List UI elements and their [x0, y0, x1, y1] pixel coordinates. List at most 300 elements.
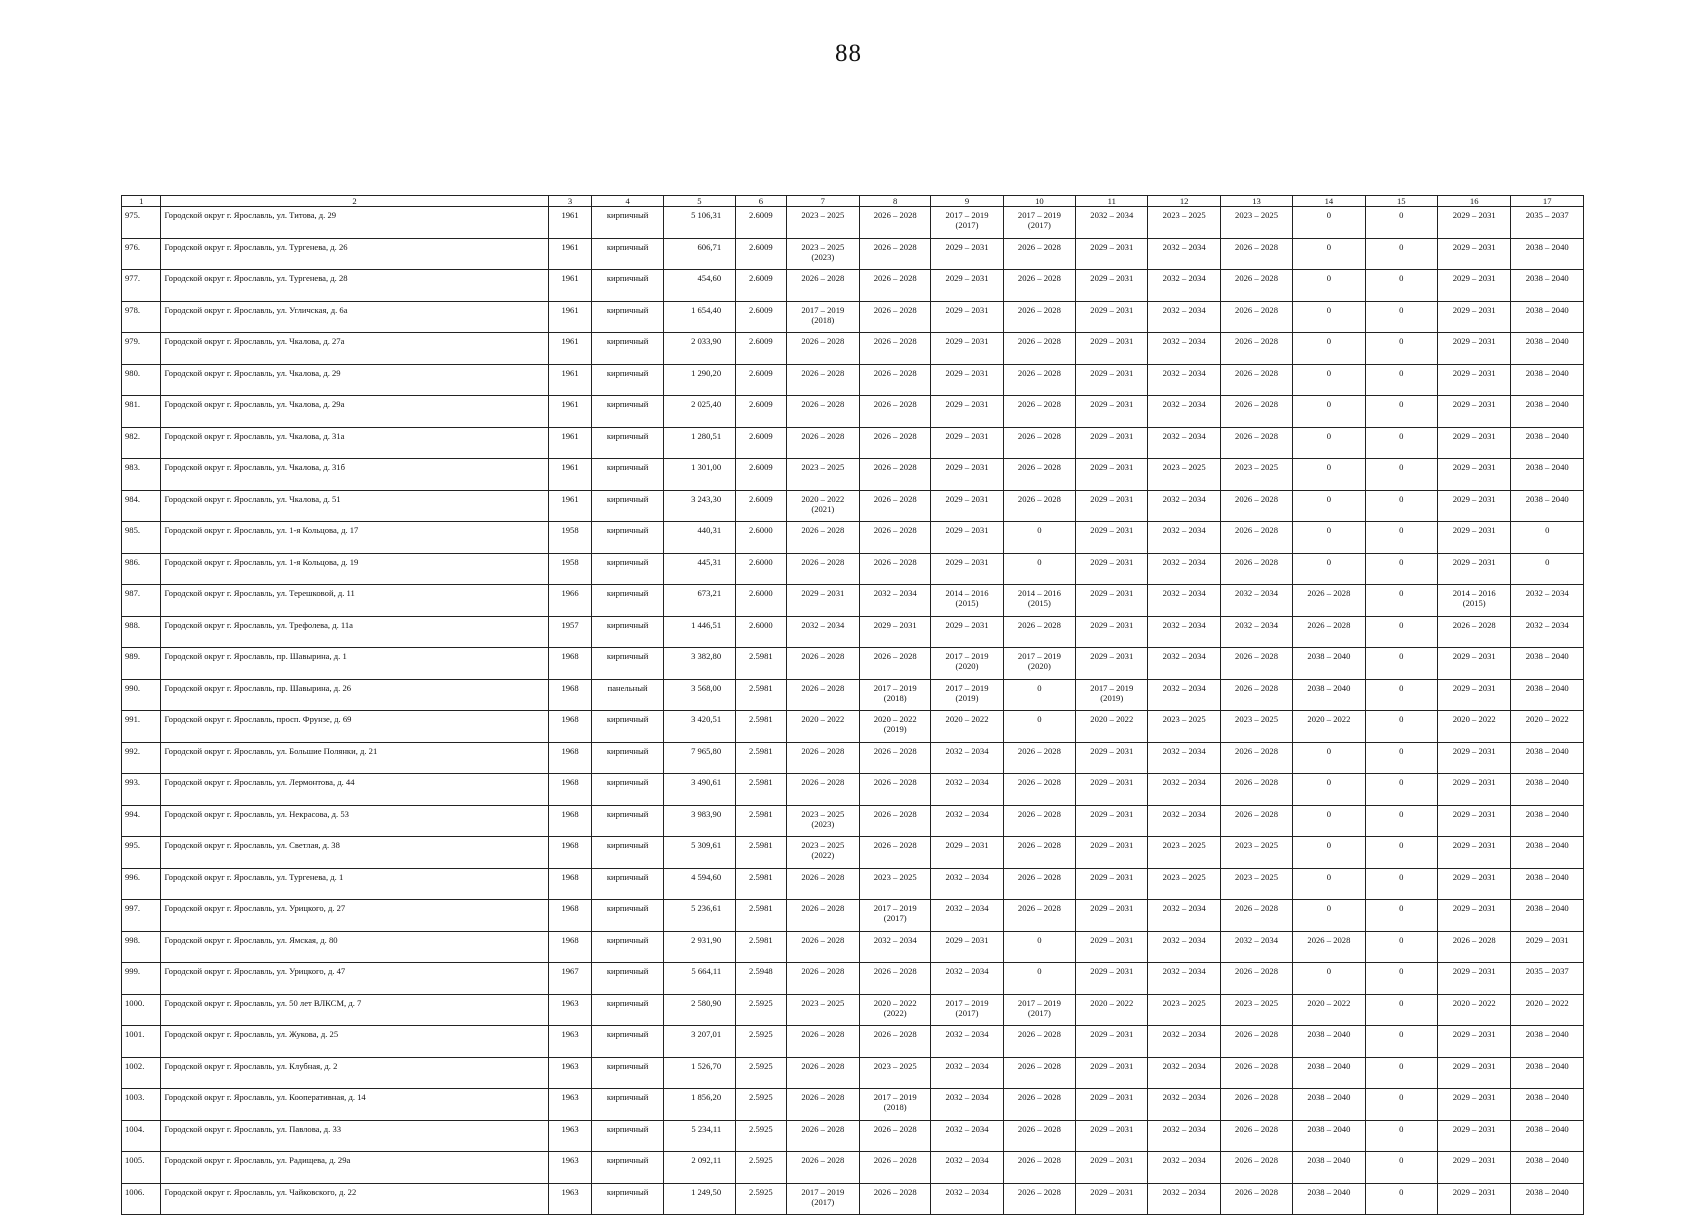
table-cell: 2026 – 2028 — [860, 1120, 931, 1152]
table-cell: 995. — [122, 837, 161, 869]
table-cell: кирпичный — [592, 1152, 663, 1184]
table-cell: 1968 — [548, 805, 592, 837]
table-cell: Городской округ г. Ярославль, ул. Кооперативная, д. 14 — [161, 1089, 548, 1121]
table-cell: 0 — [1365, 427, 1437, 459]
table-cell: 0 — [1293, 837, 1365, 869]
table-cell: 2017 – 2019 (2018) — [786, 301, 859, 333]
table-cell: 2026 – 2028 — [786, 1120, 859, 1152]
table-cell: Городской округ г. Ярославль, ул. Чкалова, д. 29 — [161, 364, 548, 396]
table-cell: 2020 – 2022 — [1437, 711, 1510, 743]
table-cell: 2026 – 2028 — [860, 1152, 931, 1184]
table-cell: 2029 – 2031 — [1437, 490, 1510, 522]
table-cell: 2029 – 2031 — [931, 490, 1003, 522]
table-cell: 0 — [1365, 648, 1437, 680]
table-cell: 2026 – 2028 — [1220, 774, 1292, 806]
table-row — [122, 459, 1584, 491]
table-cell: 0 — [1293, 364, 1365, 396]
table-cell: 2.5925 — [736, 994, 786, 1026]
table-cell: 2026 – 2028 — [1003, 742, 1075, 774]
table-cell: 2032 – 2034 — [931, 1026, 1003, 1058]
table-cell: 2038 – 2040 — [1293, 1089, 1365, 1121]
table-cell: Городской округ г. Ярославль, просп. Фрунзе, д. 69 — [161, 711, 548, 743]
table-cell: 2026 – 2028 — [786, 648, 859, 680]
table-cell: 1961 — [548, 238, 592, 270]
table-cell: 999. — [122, 963, 161, 995]
table-cell: 2026 – 2028 — [860, 774, 931, 806]
column-header: 12 — [1148, 196, 1220, 207]
table-cell: 2038 – 2040 — [1293, 1183, 1365, 1215]
table-cell: 0 — [1365, 585, 1437, 617]
table-cell: 2029 – 2031 — [931, 270, 1003, 302]
table-cell: 3 207,01 — [663, 1026, 735, 1058]
table-cell: 1 301,00 — [663, 459, 735, 491]
table-cell: Городской округ г. Ярославль, ул. Чкалова, д. 51 — [161, 490, 548, 522]
table-cell: 0 — [1003, 522, 1075, 554]
table-cell: Городской округ г. Ярославль, ул. Угличская, д. 6а — [161, 301, 548, 333]
table-cell: 2029 – 2031 — [931, 553, 1003, 585]
table-cell: 2038 – 2040 — [1293, 679, 1365, 711]
table-cell: 3 490,61 — [663, 774, 735, 806]
table-cell: 976. — [122, 238, 161, 270]
table-cell: 2.6009 — [736, 270, 786, 302]
table-cell: 1968 — [548, 679, 592, 711]
table-cell: 5 664,11 — [663, 963, 735, 995]
table-cell: 0 — [1365, 459, 1437, 491]
table-cell: 2029 – 2031 — [1076, 1152, 1148, 1184]
table-cell: 0 — [1293, 270, 1365, 302]
table-cell: 2029 – 2031 — [1437, 364, 1510, 396]
table-row — [122, 648, 1584, 680]
table-cell: 2032 – 2034 — [1148, 774, 1220, 806]
table-cell: кирпичный — [592, 742, 663, 774]
table-cell: 2029 – 2031 — [1437, 1026, 1510, 1058]
table-cell: 2032 – 2034 — [1148, 805, 1220, 837]
table-cell: 2026 – 2028 — [786, 427, 859, 459]
table-cell: 2032 – 2034 — [931, 1120, 1003, 1152]
table-cell: 2029 – 2031 — [931, 616, 1003, 648]
table-cell: 2.5925 — [736, 1120, 786, 1152]
table-cell: 2032 – 2034 — [1220, 616, 1292, 648]
table-cell: кирпичный — [592, 427, 663, 459]
table-cell: 988. — [122, 616, 161, 648]
table-cell: 2038 – 2040 — [1511, 1026, 1584, 1058]
table-cell: 2029 – 2031 — [1076, 1089, 1148, 1121]
table-cell: 2023 – 2025 — [786, 459, 859, 491]
table-cell: 0 — [1003, 963, 1075, 995]
table-cell: 2026 – 2028 — [1293, 585, 1365, 617]
table-cell: 2032 – 2034 — [1511, 585, 1584, 617]
table-cell: 2026 – 2028 — [1003, 301, 1075, 333]
table-cell: 1961 — [548, 364, 592, 396]
table-cell: 2026 – 2028 — [1003, 364, 1075, 396]
table-cell: 2026 – 2028 — [786, 963, 859, 995]
table-cell: Городской округ г. Ярославль, пр. Шавырина, д. 26 — [161, 679, 548, 711]
table-cell: 2026 – 2028 — [1003, 1057, 1075, 1089]
table-cell: 2020 – 2022 — [786, 711, 859, 743]
column-header: 13 — [1220, 196, 1292, 207]
table-cell: 2026 – 2028 — [860, 553, 931, 585]
table-row — [122, 585, 1584, 617]
table-cell: 985. — [122, 522, 161, 554]
table-cell: 2026 – 2028 — [860, 207, 931, 239]
table-cell: 2017 – 2019 (2017) — [860, 900, 931, 932]
table-cell: 978. — [122, 301, 161, 333]
table-cell: 2026 – 2028 — [1220, 333, 1292, 365]
table-cell: 1963 — [548, 994, 592, 1026]
table-cell: 0 — [1365, 1183, 1437, 1215]
table-cell: 2026 – 2028 — [1003, 490, 1075, 522]
table-cell: 2029 – 2031 — [1437, 1089, 1510, 1121]
table-cell: 454,60 — [663, 270, 735, 302]
table-cell: 2023 – 2025 — [1148, 459, 1220, 491]
table-cell: 2038 – 2040 — [1511, 364, 1584, 396]
table-cell: 2.6009 — [736, 207, 786, 239]
table-cell: 2029 – 2031 — [931, 837, 1003, 869]
table-cell: 0 — [1365, 1120, 1437, 1152]
table-cell: 2029 – 2031 — [1437, 427, 1510, 459]
table-cell: 2038 – 2040 — [1511, 490, 1584, 522]
table-cell: кирпичный — [592, 459, 663, 491]
table-cell: 2029 – 2031 — [1076, 1026, 1148, 1058]
table-cell: 2023 – 2025 — [786, 207, 859, 239]
table-cell: 1006. — [122, 1183, 161, 1215]
table-cell: Городской округ г. Ярославль, ул. Некрасова, д. 53 — [161, 805, 548, 837]
table-cell: 2026 – 2028 — [1220, 1120, 1292, 1152]
table-cell: 2026 – 2028 — [1220, 364, 1292, 396]
table-cell: 2020 – 2022 — [1511, 711, 1584, 743]
table-cell: 2.6009 — [736, 333, 786, 365]
table-cell: 2026 – 2028 — [1003, 1089, 1075, 1121]
table-cell: 2026 – 2028 — [786, 522, 859, 554]
table-cell: 2029 – 2031 — [1076, 364, 1148, 396]
column-header: 4 — [592, 196, 663, 207]
table-cell: 0 — [1365, 270, 1437, 302]
table-cell: 0 — [1365, 301, 1437, 333]
table-cell: 0 — [1365, 774, 1437, 806]
table-cell: 2026 – 2028 — [1003, 774, 1075, 806]
column-header: 8 — [860, 196, 931, 207]
table-cell: 996. — [122, 868, 161, 900]
table-cell: 2026 – 2028 — [860, 1183, 931, 1215]
table-cell: 993. — [122, 774, 161, 806]
table-cell: 2026 – 2028 — [1220, 1089, 1292, 1121]
table-cell: панельный — [592, 679, 663, 711]
column-header: 1 — [122, 196, 161, 207]
table-cell: Городской округ г. Ярославль, ул. Чкалова, д. 31б — [161, 459, 548, 491]
table-cell: 2026 – 2028 — [1003, 427, 1075, 459]
table-cell: 2026 – 2028 — [786, 931, 859, 963]
column-header: 10 — [1003, 196, 1075, 207]
table-cell: 2026 – 2028 — [1220, 301, 1292, 333]
table-cell: 2017 – 2019 (2017) — [931, 207, 1003, 239]
table-cell: 2.6000 — [736, 616, 786, 648]
table-cell: 1 280,51 — [663, 427, 735, 459]
table-row — [122, 837, 1584, 869]
table-cell: 2035 – 2037 — [1511, 207, 1584, 239]
table-cell: 2026 – 2028 — [1003, 396, 1075, 428]
table-cell: 2038 – 2040 — [1293, 1057, 1365, 1089]
table-cell: 2026 – 2028 — [860, 837, 931, 869]
table-cell: 2026 – 2028 — [786, 396, 859, 428]
table-row — [122, 238, 1584, 270]
table-cell: 2.5948 — [736, 963, 786, 995]
table-cell: 1961 — [548, 301, 592, 333]
table-cell: 2029 – 2031 — [1437, 301, 1510, 333]
table-cell: 2029 – 2031 — [1076, 238, 1148, 270]
table-cell: 0 — [1293, 774, 1365, 806]
table-cell: кирпичный — [592, 333, 663, 365]
table-cell: 2017 – 2019 (2018) — [860, 1089, 931, 1121]
table-cell: 1 249,50 — [663, 1183, 735, 1215]
table-cell: 0 — [1003, 931, 1075, 963]
table-cell: 2026 – 2028 — [860, 364, 931, 396]
table-cell: 2014 – 2016 (2015) — [1437, 585, 1510, 617]
table-cell: 997. — [122, 900, 161, 932]
table-cell: 0 — [1365, 868, 1437, 900]
table-cell: 2029 – 2031 — [931, 333, 1003, 365]
table-cell: 2029 – 2031 — [786, 585, 859, 617]
table-row — [122, 270, 1584, 302]
table-cell: кирпичный — [592, 396, 663, 428]
table-cell: 991. — [122, 711, 161, 743]
table-row — [122, 963, 1584, 995]
table-cell: 2038 – 2040 — [1511, 270, 1584, 302]
table-cell: 1968 — [548, 774, 592, 806]
table-cell: 2026 – 2028 — [1220, 900, 1292, 932]
column-header: 3 — [548, 196, 592, 207]
table-cell: 2017 – 2019 (2017) — [786, 1183, 859, 1215]
table-cell: 0 — [1365, 837, 1437, 869]
table-cell: 4 594,60 — [663, 868, 735, 900]
table-cell: 2029 – 2031 — [931, 364, 1003, 396]
table-cell: 2032 – 2034 — [1148, 1152, 1220, 1184]
table-cell: 3 382,80 — [663, 648, 735, 680]
table-cell: 2029 – 2031 — [1511, 931, 1584, 963]
table-cell: 2029 – 2031 — [1076, 1183, 1148, 1215]
table-cell: 2032 – 2034 — [1148, 900, 1220, 932]
table-cell: Городской округ г. Ярославль, пр. Шавырина, д. 1 — [161, 648, 548, 680]
table-row — [122, 679, 1584, 711]
table-cell: 989. — [122, 648, 161, 680]
table-cell: 2032 – 2034 — [1148, 364, 1220, 396]
table-cell: 0 — [1365, 490, 1437, 522]
table-cell: кирпичный — [592, 301, 663, 333]
table-cell: 2029 – 2031 — [1437, 1152, 1510, 1184]
table-cell: 440,31 — [663, 522, 735, 554]
table-cell: 0 — [1365, 931, 1437, 963]
table-cell: 0 — [1293, 553, 1365, 585]
table-cell: 986. — [122, 553, 161, 585]
table-row — [122, 553, 1584, 585]
table-cell: 2026 – 2028 — [860, 459, 931, 491]
table-cell: 2026 – 2028 — [1220, 1152, 1292, 1184]
table-cell: 2029 – 2031 — [1076, 900, 1148, 932]
table-cell: 1961 — [548, 396, 592, 428]
table-row — [122, 931, 1584, 963]
table-cell: 2023 – 2025 (2023) — [786, 238, 859, 270]
table-cell: 1961 — [548, 427, 592, 459]
table-cell: 2026 – 2028 — [1220, 648, 1292, 680]
table-cell: 2038 – 2040 — [1293, 1152, 1365, 1184]
table-cell: 2026 – 2028 — [1003, 238, 1075, 270]
table-cell: 2029 – 2031 — [1437, 1120, 1510, 1152]
table-cell: 2032 – 2034 — [1148, 679, 1220, 711]
table-cell: 2038 – 2040 — [1511, 742, 1584, 774]
table-cell: 983. — [122, 459, 161, 491]
table-cell: 2.5981 — [736, 648, 786, 680]
table-cell: 0 — [1293, 333, 1365, 365]
table-cell: 994. — [122, 805, 161, 837]
table-cell: 0 — [1511, 553, 1584, 585]
table-cell: 2029 – 2031 — [1076, 742, 1148, 774]
table-cell: Городской округ г. Ярославль, ул. Чкалова, д. 27а — [161, 333, 548, 365]
table-cell: 2038 – 2040 — [1511, 1089, 1584, 1121]
table-cell: Городской округ г. Ярославль, ул. Чайковского, д. 22 — [161, 1183, 548, 1215]
table-cell: 0 — [1293, 490, 1365, 522]
table-cell: кирпичный — [592, 648, 663, 680]
table-cell: 1968 — [548, 711, 592, 743]
table-cell: 2.5981 — [736, 900, 786, 932]
table-cell: 1002. — [122, 1057, 161, 1089]
table-cell: 2038 – 2040 — [1511, 1183, 1584, 1215]
table-cell: 2026 – 2028 — [1003, 1152, 1075, 1184]
table-cell: 2 033,90 — [663, 333, 735, 365]
table-cell: кирпичный — [592, 270, 663, 302]
table-cell: 2026 – 2028 — [1003, 1120, 1075, 1152]
table-cell: 2.6009 — [736, 490, 786, 522]
table-cell: 2026 – 2028 — [1003, 333, 1075, 365]
table-cell: 1004. — [122, 1120, 161, 1152]
table-cell: кирпичный — [592, 1089, 663, 1121]
table-cell: кирпичный — [592, 868, 663, 900]
table-cell: 2026 – 2028 — [1003, 868, 1075, 900]
table-cell: 2032 – 2034 — [1148, 931, 1220, 963]
table-cell: 2017 – 2019 (2017) — [1003, 994, 1075, 1026]
table-cell: 2.6009 — [736, 396, 786, 428]
table-body — [122, 207, 1584, 1215]
table-cell: 0 — [1365, 333, 1437, 365]
table-row — [122, 1089, 1584, 1121]
table-cell: 2 092,11 — [663, 1152, 735, 1184]
table-cell: 1968 — [548, 742, 592, 774]
table-cell: 2038 – 2040 — [1511, 333, 1584, 365]
table-row — [122, 1183, 1584, 1215]
table-cell: 2.6009 — [736, 459, 786, 491]
table-cell: 2020 – 2022 — [1437, 994, 1510, 1026]
table-cell: 982. — [122, 427, 161, 459]
table-cell: 2026 – 2028 — [1220, 238, 1292, 270]
table-cell: 2.6009 — [736, 427, 786, 459]
housing-table-container — [121, 195, 1584, 1215]
table-cell: 0 — [1293, 459, 1365, 491]
table-cell: 1963 — [548, 1152, 592, 1184]
table-cell: 2026 – 2028 — [786, 364, 859, 396]
table-cell: 2032 – 2034 — [931, 1152, 1003, 1184]
page-number: 88 — [835, 40, 862, 67]
table-cell: 2038 – 2040 — [1511, 1152, 1584, 1184]
table-cell: 2038 – 2040 — [1293, 1026, 1365, 1058]
table-cell: 1968 — [548, 648, 592, 680]
housing-table — [121, 195, 1584, 1215]
table-cell: 2023 – 2025 — [1220, 837, 1292, 869]
table-cell: Городской округ г. Ярославль, ул. Терешковой, д. 11 — [161, 585, 548, 617]
table-cell: Городской округ г. Ярославль, ул. 50 лет ВЛКСМ, д. 7 — [161, 994, 548, 1026]
table-cell: кирпичный — [592, 553, 663, 585]
table-cell: 2026 – 2028 — [1003, 1026, 1075, 1058]
table-cell: 2032 – 2034 — [1148, 553, 1220, 585]
table-cell: 2032 – 2034 — [1148, 1183, 1220, 1215]
table-cell: кирпичный — [592, 238, 663, 270]
table-cell: 2023 – 2025 — [860, 868, 931, 900]
table-cell: кирпичный — [592, 931, 663, 963]
table-cell: Городской округ г. Ярославль, ул. Урицкого, д. 47 — [161, 963, 548, 995]
table-cell: кирпичный — [592, 900, 663, 932]
table-cell: 2029 – 2031 — [1076, 616, 1148, 648]
table-cell: 2017 – 2019 (2017) — [931, 994, 1003, 1026]
column-header: 2 — [161, 196, 548, 207]
table-cell: 1 526,70 — [663, 1057, 735, 1089]
table-cell: 1967 — [548, 963, 592, 995]
table-cell: 2.5925 — [736, 1026, 786, 1058]
table-cell: 2038 – 2040 — [1293, 648, 1365, 680]
table-cell: 2029 – 2031 — [1437, 900, 1510, 932]
table-cell: 0 — [1293, 238, 1365, 270]
table-cell: 1963 — [548, 1057, 592, 1089]
table-cell: 2032 – 2034 — [1148, 616, 1220, 648]
table-cell: 2029 – 2031 — [931, 522, 1003, 554]
table-cell: 2.5925 — [736, 1183, 786, 1215]
table-cell: 2026 – 2028 — [860, 742, 931, 774]
table-cell: 2029 – 2031 — [1076, 963, 1148, 995]
table-cell: 2032 – 2034 — [931, 1089, 1003, 1121]
table-cell: 2038 – 2040 — [1511, 1057, 1584, 1089]
table-cell: кирпичный — [592, 711, 663, 743]
table-cell: кирпичный — [592, 616, 663, 648]
table-cell: 1 290,20 — [663, 364, 735, 396]
table-cell: 2029 – 2031 — [1076, 837, 1148, 869]
table-cell: 2032 – 2034 — [1076, 207, 1148, 239]
table-cell: 2023 – 2025 — [1148, 207, 1220, 239]
table-cell: 2023 – 2025 (2022) — [786, 837, 859, 869]
table-cell: 2 580,90 — [663, 994, 735, 1026]
table-cell: Городской округ г. Ярославль, ул. 1-я Кольцова, д. 17 — [161, 522, 548, 554]
table-cell: Городской округ г. Ярославль, ул. Тургенева, д. 1 — [161, 868, 548, 900]
table-cell: 1963 — [548, 1089, 592, 1121]
table-cell: 2038 – 2040 — [1511, 238, 1584, 270]
table-cell: 0 — [1293, 900, 1365, 932]
table-cell: 2020 – 2022 (2021) — [786, 490, 859, 522]
table-cell: 2.5981 — [736, 837, 786, 869]
table-cell: 2029 – 2031 — [1437, 837, 1510, 869]
table-cell: 979. — [122, 333, 161, 365]
table-cell: 1963 — [548, 1026, 592, 1058]
table-cell: 2023 – 2025 — [1148, 994, 1220, 1026]
table-cell: 2029 – 2031 — [931, 396, 1003, 428]
table-cell: кирпичный — [592, 522, 663, 554]
table-cell: 0 — [1365, 238, 1437, 270]
table-cell: 0 — [1365, 396, 1437, 428]
table-cell: 673,21 — [663, 585, 735, 617]
table-cell: кирпичный — [592, 1026, 663, 1058]
table-cell: 2020 – 2022 (2019) — [860, 711, 931, 743]
table-cell: 0 — [1365, 207, 1437, 239]
table-cell: 0 — [1365, 994, 1437, 1026]
table-cell: кирпичный — [592, 585, 663, 617]
table-cell: 2029 – 2031 — [1076, 522, 1148, 554]
table-cell: 2026 – 2028 — [860, 301, 931, 333]
table-cell: 2026 – 2028 — [786, 679, 859, 711]
table-cell: 1968 — [548, 900, 592, 932]
